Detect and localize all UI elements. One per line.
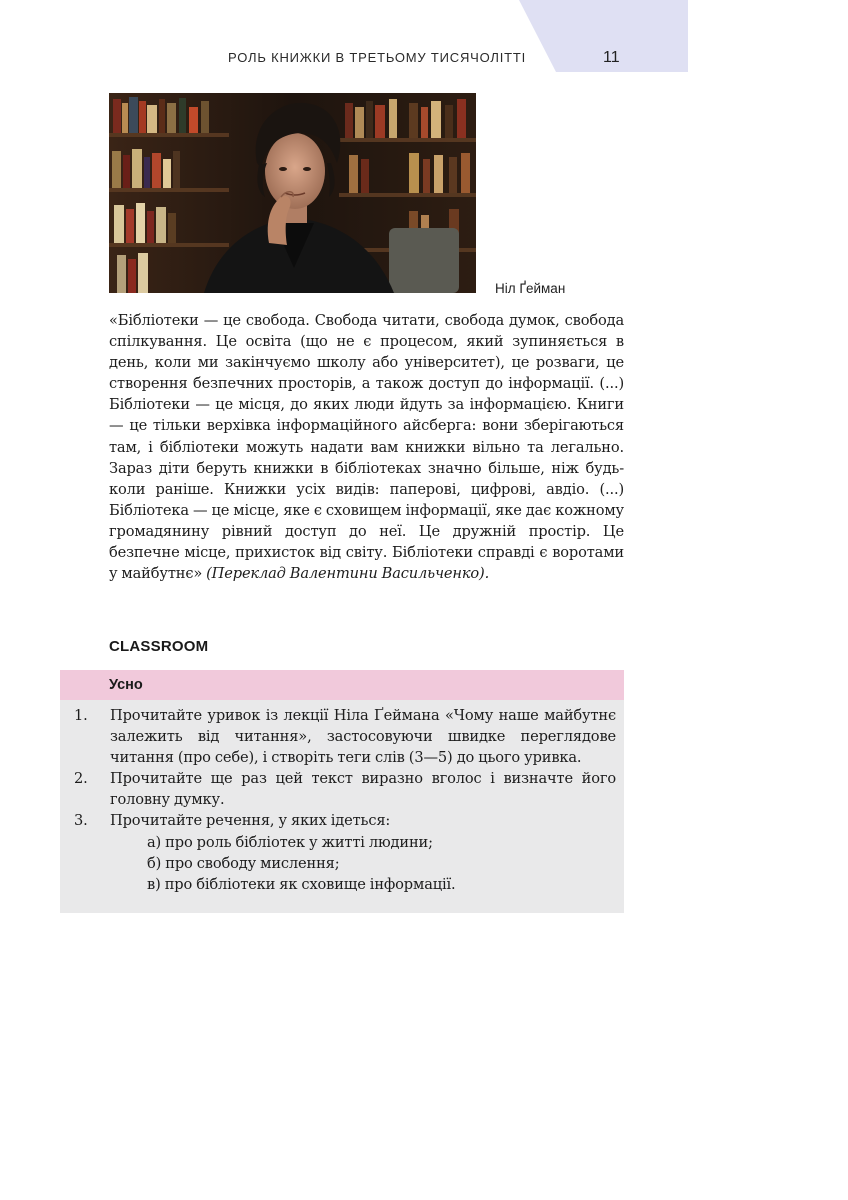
header-tab bbox=[0, 0, 848, 80]
page-number: 11 bbox=[603, 49, 620, 66]
task-box bbox=[60, 670, 624, 913]
classroom-heading: CLASSROOM bbox=[109, 638, 209, 655]
quote-paragraph bbox=[109, 310, 624, 584]
task-item bbox=[60, 768, 624, 810]
task-item bbox=[60, 705, 624, 768]
running-title: РОЛЬ КНИЖКИ В ТРЕТЬОМУ ТИСЯЧОЛІТТІ bbox=[228, 50, 526, 65]
task-text: Прочитайте речення, у яких ідеться: bbox=[110, 812, 391, 830]
author-photo bbox=[109, 93, 476, 293]
photo-caption: Ніл Ґейман bbox=[495, 281, 566, 296]
task-box-header bbox=[60, 670, 624, 700]
task-number: 1. bbox=[74, 707, 88, 724]
quote-text: «Бібліотеки — це свобода. Свобода читати, свобода думок, свобода спілкування. Це освіта (що не є процесом, який зупиняється в день, коли ми закінчуємо школу або університет), це розваги, це створення безпечних просторів, а також доступ до інформації. (...) Бібліотеки — це місця, до яких люди йдуть за інформацією. Книги — це тільки верхівка інформаційного айсберга: вони зберігаються там, і бібліотеки можуть надати вам книжки вільно та легально. Зараз діти беруть книжки в бібліотеках значно більше, ніж будь-коли раніше. Книжки усіх видів: паперові, цифрові, авдіо. (...) Бібліотека — це місце, яке є сховищем інформації, яке дає кожному громадянину рівний доступ до неї. Це дружній простір. Це безпечне місце, прихисток від світу. Бібліотеки справді є воротами у майбутнє» bbox=[109, 312, 624, 583]
subitem: в) про бібліотеки як сховище інформації. bbox=[147, 875, 456, 893]
subitem: б) про свободу мислення; bbox=[147, 854, 340, 872]
task-number: 3. bbox=[74, 812, 88, 830]
subitem-list bbox=[110, 832, 616, 895]
task-list bbox=[60, 705, 624, 895]
task-item bbox=[60, 810, 624, 894]
task-box-title: Усно bbox=[109, 677, 143, 693]
task-text: Прочитайте уривок із лекції Ніла Ґеймана «Чому наше майбутнє залежить від читання», застосовуючи швидке переглядове читання (про себе), і створіть теги слів (3—5) до цього уривка. bbox=[110, 707, 616, 767]
task-number: 2. bbox=[74, 770, 88, 788]
translation-credit: (Переклад Валентини Васильченко). bbox=[206, 565, 490, 583]
subitem: а) про роль бібліотек у житті людини; bbox=[147, 833, 433, 851]
task-text: Прочитайте ще раз цей текст виразно вголос і визначте його головну думку. bbox=[110, 770, 616, 809]
